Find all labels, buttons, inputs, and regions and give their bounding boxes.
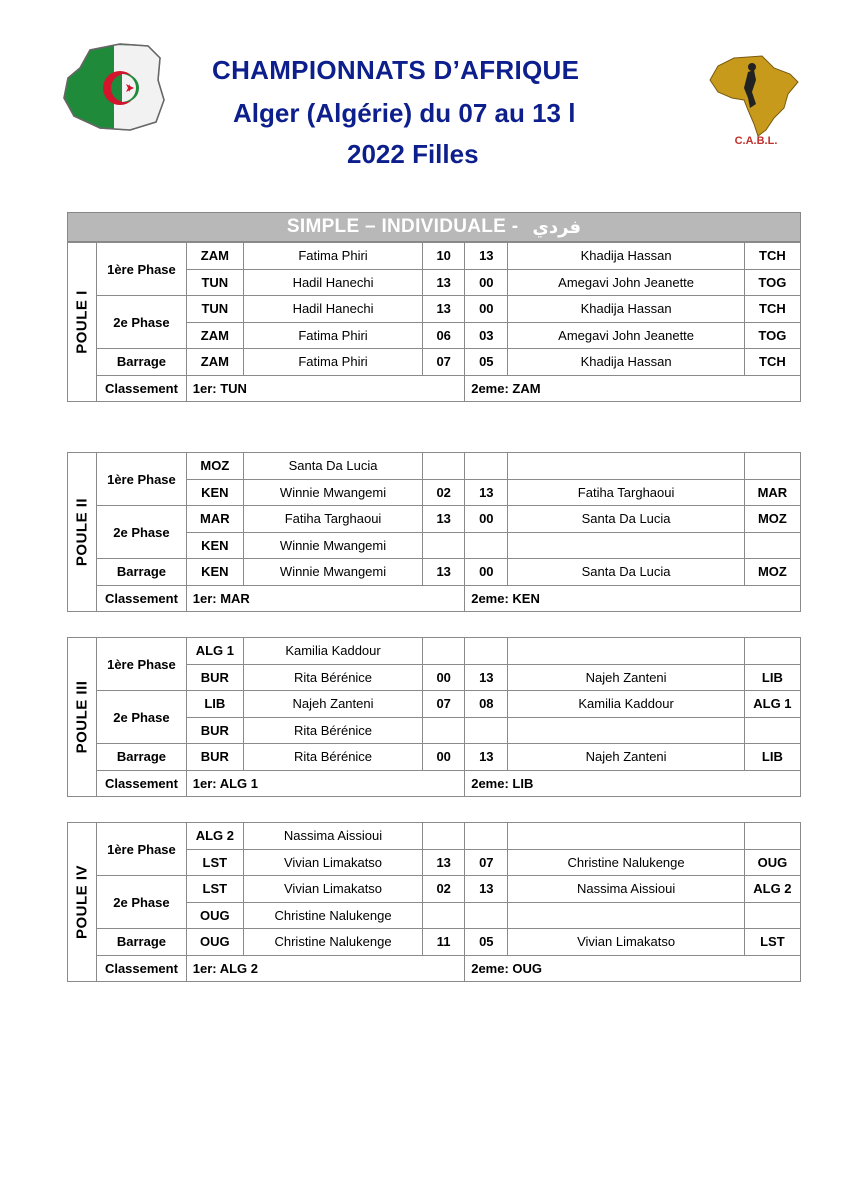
classement-label: Classement bbox=[97, 955, 187, 982]
score: 13 bbox=[423, 269, 465, 296]
pool-label bbox=[68, 453, 97, 612]
cabl-africa-logo bbox=[704, 52, 802, 148]
score: 05 bbox=[465, 349, 508, 376]
nation-code: LIB bbox=[186, 691, 243, 718]
score: 03 bbox=[465, 322, 508, 349]
nation-code bbox=[744, 717, 800, 744]
score: 00 bbox=[465, 559, 508, 586]
nation-code: TCH bbox=[744, 243, 800, 270]
phase-label: Barrage bbox=[97, 349, 187, 376]
player-name: Fatima Phiri bbox=[243, 349, 422, 376]
player-name: Vivian Limakatso bbox=[243, 849, 422, 876]
first-place: 1er: ALG 1 bbox=[186, 770, 464, 797]
player-name: Santa Da Lucia bbox=[243, 453, 422, 480]
phase-label: 1ère Phase bbox=[97, 823, 187, 876]
section-title bbox=[67, 212, 801, 242]
nation-code: LST bbox=[186, 876, 243, 903]
score: 00 bbox=[423, 664, 465, 691]
phase-label: Barrage bbox=[97, 929, 187, 956]
player-name: Kamilia Kaddour bbox=[243, 638, 422, 665]
player-name: Najeh Zanteni bbox=[508, 664, 744, 691]
nation-code: MOZ bbox=[186, 453, 243, 480]
score bbox=[423, 532, 465, 559]
classement-row bbox=[68, 585, 801, 612]
score: 05 bbox=[465, 929, 508, 956]
player-name: Christine Nalukenge bbox=[243, 902, 422, 929]
score bbox=[465, 638, 508, 665]
nation-code: TCH bbox=[744, 349, 800, 376]
nation-code: KEN bbox=[186, 559, 243, 586]
player-name: Amegavi John Jeanette bbox=[508, 322, 744, 349]
nation-code: LST bbox=[186, 849, 243, 876]
score: 13 bbox=[465, 243, 508, 270]
nation-code: MAR bbox=[744, 479, 800, 506]
phase-label: 2e Phase bbox=[97, 691, 187, 744]
nation-code: KEN bbox=[186, 479, 243, 506]
score: 00 bbox=[423, 744, 465, 771]
player-name: Khadija Hassan bbox=[508, 243, 744, 270]
phase-label: 2e Phase bbox=[97, 296, 187, 349]
section-title-text: SIMPLE – INDIVIDUALE - bbox=[286, 216, 519, 237]
nation-code: ALG 2 bbox=[186, 823, 243, 850]
score: 00 bbox=[465, 269, 508, 296]
score: 13 bbox=[465, 876, 508, 903]
score: 00 bbox=[465, 506, 508, 533]
nation-code bbox=[744, 638, 800, 665]
table-row bbox=[68, 876, 801, 903]
player-name: Khadija Hassan bbox=[508, 296, 744, 323]
nation-code: ALG 1 bbox=[744, 691, 800, 718]
pool-label-text: POULE II bbox=[73, 497, 91, 567]
nation-code: TUN bbox=[186, 296, 243, 323]
score bbox=[465, 453, 508, 480]
player-name: Hadil Hanechi bbox=[243, 296, 422, 323]
player-name: Vivian Limakatso bbox=[508, 929, 744, 956]
table-row bbox=[68, 929, 801, 956]
score: 13 bbox=[423, 506, 465, 533]
player-name: Nassima Aissioui bbox=[243, 823, 422, 850]
player-name: Winnie Mwangemi bbox=[243, 559, 422, 586]
nation-code: MAR bbox=[186, 506, 243, 533]
score: 02 bbox=[423, 479, 465, 506]
player-name bbox=[508, 532, 744, 559]
table-row bbox=[68, 638, 801, 665]
nation-code bbox=[744, 902, 800, 929]
first-place: 1er: ALG 2 bbox=[186, 955, 464, 982]
pool-label-text: POULE IV bbox=[73, 864, 91, 940]
score: 07 bbox=[423, 349, 465, 376]
nation-code: OUG bbox=[186, 902, 243, 929]
nation-code: LST bbox=[744, 929, 800, 956]
player-name: Fatiha Targhaoui bbox=[243, 506, 422, 533]
player-name: Vivian Limakatso bbox=[243, 876, 422, 903]
table-row bbox=[68, 691, 801, 718]
score: 13 bbox=[423, 296, 465, 323]
nation-code: ALG 2 bbox=[744, 876, 800, 903]
second-place: 2eme: KEN bbox=[465, 585, 801, 612]
score: 11 bbox=[423, 929, 465, 956]
score bbox=[423, 717, 465, 744]
score bbox=[465, 902, 508, 929]
player-name: Christine Nalukenge bbox=[508, 849, 744, 876]
phase-label: Barrage bbox=[97, 744, 187, 771]
score: 13 bbox=[423, 559, 465, 586]
score: 10 bbox=[423, 243, 465, 270]
nation-code: OUG bbox=[186, 929, 243, 956]
phase-label: 2e Phase bbox=[97, 876, 187, 929]
phase-label: 1ère Phase bbox=[97, 638, 187, 691]
nation-code: TCH bbox=[744, 296, 800, 323]
classement-label: Classement bbox=[97, 770, 187, 797]
player-name: Santa Da Lucia bbox=[508, 506, 744, 533]
nation-code: ZAM bbox=[186, 243, 243, 270]
player-name: Winnie Mwangemi bbox=[243, 479, 422, 506]
player-name: Amegavi John Jeanette bbox=[508, 269, 744, 296]
score: 13 bbox=[423, 849, 465, 876]
pool-label-text: POULE I bbox=[73, 290, 91, 354]
player-name: Rita Bérénice bbox=[243, 664, 422, 691]
phase-label: Barrage bbox=[97, 559, 187, 586]
page-subtitle-year: 2022 Filles bbox=[347, 139, 479, 169]
table-row bbox=[68, 506, 801, 533]
classement-label: Classement bbox=[97, 585, 187, 612]
classement-label: Classement bbox=[97, 375, 187, 402]
player-name bbox=[508, 453, 744, 480]
phase-label: 1ère Phase bbox=[97, 453, 187, 506]
pool-label bbox=[68, 638, 97, 797]
nation-code: LIB bbox=[744, 664, 800, 691]
score: 07 bbox=[423, 691, 465, 718]
pool-label bbox=[68, 243, 97, 402]
player-name: Khadija Hassan bbox=[508, 349, 744, 376]
table-row bbox=[68, 823, 801, 850]
score bbox=[465, 717, 508, 744]
player-name: Fatiha Targhaoui bbox=[508, 479, 744, 506]
page-title: CHAMPIONNATS D’AFRIQUE bbox=[212, 55, 580, 85]
score: 07 bbox=[465, 849, 508, 876]
pool-table bbox=[67, 637, 801, 797]
player-name: Kamilia Kaddour bbox=[508, 691, 744, 718]
nation-code: BUR bbox=[186, 664, 243, 691]
first-place: 1er: TUN bbox=[186, 375, 464, 402]
nation-code bbox=[744, 823, 800, 850]
pool-label bbox=[68, 823, 97, 982]
pool-table bbox=[67, 822, 801, 982]
score bbox=[423, 453, 465, 480]
section-title-arabic: فردي bbox=[532, 216, 582, 238]
pool-table bbox=[67, 242, 801, 402]
nation-code: OUG bbox=[744, 849, 800, 876]
table-row bbox=[68, 243, 801, 270]
player-name bbox=[508, 823, 744, 850]
score: 13 bbox=[465, 664, 508, 691]
player-name: Hadil Hanechi bbox=[243, 269, 422, 296]
first-place: 1er: MAR bbox=[186, 585, 464, 612]
player-name: Fatima Phiri bbox=[243, 322, 422, 349]
player-name: Christine Nalukenge bbox=[243, 929, 422, 956]
nation-code: KEN bbox=[186, 532, 243, 559]
score: 08 bbox=[465, 691, 508, 718]
table-row bbox=[68, 296, 801, 323]
score: 06 bbox=[423, 322, 465, 349]
player-name: Najeh Zanteni bbox=[508, 744, 744, 771]
nation-code: BUR bbox=[186, 717, 243, 744]
nation-code: TOG bbox=[744, 269, 800, 296]
score bbox=[423, 823, 465, 850]
table-row bbox=[68, 559, 801, 586]
score bbox=[465, 532, 508, 559]
nation-code: TUN bbox=[186, 269, 243, 296]
player-name bbox=[508, 717, 744, 744]
nation-code: LIB bbox=[744, 744, 800, 771]
score: 02 bbox=[423, 876, 465, 903]
nation-code: ZAM bbox=[186, 322, 243, 349]
second-place: 2eme: LIB bbox=[465, 770, 801, 797]
page-subtitle-location: Alger (Algérie) du 07 au 13 l bbox=[233, 98, 576, 128]
player-name: Fatima Phiri bbox=[243, 243, 422, 270]
pool-table bbox=[67, 452, 801, 612]
table-row bbox=[68, 453, 801, 480]
player-name: Nassima Aissioui bbox=[508, 876, 744, 903]
cabl-logo-text: C.A.B.L. bbox=[734, 135, 778, 147]
player-name bbox=[508, 638, 744, 665]
table-row bbox=[68, 744, 801, 771]
player-name bbox=[508, 902, 744, 929]
score: 13 bbox=[465, 479, 508, 506]
score: 00 bbox=[465, 296, 508, 323]
pool-label-text: POULE III bbox=[73, 680, 91, 754]
nation-code: TOG bbox=[744, 322, 800, 349]
player-name: Winnie Mwangemi bbox=[243, 532, 422, 559]
player-name: Najeh Zanteni bbox=[243, 691, 422, 718]
nation-code: MOZ bbox=[744, 506, 800, 533]
nation-code: ALG 1 bbox=[186, 638, 243, 665]
algeria-flag-map-logo bbox=[60, 40, 168, 134]
classement-row bbox=[68, 375, 801, 402]
phase-label: 2e Phase bbox=[97, 506, 187, 559]
player-name: Santa Da Lucia bbox=[508, 559, 744, 586]
classement-row bbox=[68, 770, 801, 797]
second-place: 2eme: ZAM bbox=[465, 375, 801, 402]
player-name: Rita Bérénice bbox=[243, 717, 422, 744]
classement-row bbox=[68, 955, 801, 982]
nation-code: MOZ bbox=[744, 559, 800, 586]
nation-code: ZAM bbox=[186, 349, 243, 376]
second-place: 2eme: OUG bbox=[465, 955, 801, 982]
table-row bbox=[68, 349, 801, 376]
score bbox=[465, 823, 508, 850]
score: 13 bbox=[465, 744, 508, 771]
nation-code bbox=[744, 532, 800, 559]
phase-label: 1ère Phase bbox=[97, 243, 187, 296]
player-name: Rita Bérénice bbox=[243, 744, 422, 771]
nation-code: BUR bbox=[186, 744, 243, 771]
score bbox=[423, 638, 465, 665]
nation-code bbox=[744, 453, 800, 480]
score bbox=[423, 902, 465, 929]
